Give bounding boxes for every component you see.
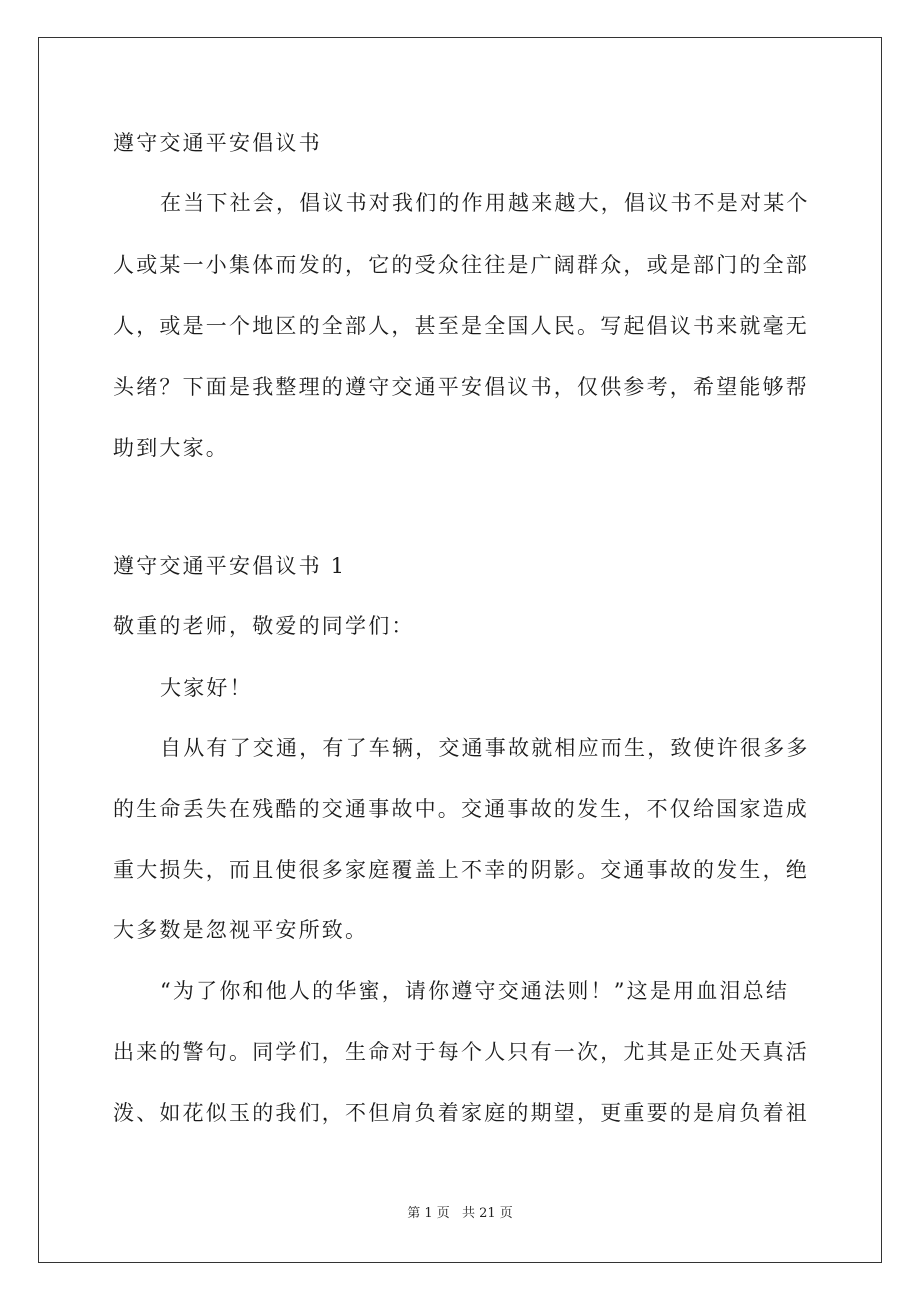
- intro-line-4: 头绪？下面是我整理的遵守交通平安倡议书，仅供参考，希望能够帮: [113, 375, 809, 399]
- greeting: 大家好！: [160, 676, 253, 700]
- intro-line-3: 人，或是一个地区的全部人，甚至是全国人民。写起倡议书来就毫无: [113, 314, 809, 338]
- salutation: 敬重的老师，敬爱的同学们：: [113, 614, 415, 638]
- total-pages: 共 21 页: [461, 1206, 513, 1221]
- paragraph1-line-3: 重大损失，而且使很多家庭覆盖上不幸的阴影。交通事故的发生，绝: [113, 858, 809, 882]
- paragraph2-line-3: 泼、如花似玉的我们，不但肩负着家庭的期望，更重要的是肩负着祖: [113, 1101, 809, 1125]
- intro-line-2: 人或某一小集体而发的，它的受众往往是广阔群众，或是部门的全部: [113, 253, 809, 277]
- section-title: 遵守交通平安倡议书 1: [113, 554, 347, 578]
- paragraph1-line-1: 自从有了交通，有了车辆，交通事故就相应而生，致使许很多多: [160, 736, 810, 760]
- paragraph2-line-2: 出来的警句。同学们，生命对于每个人只有一次，尤其是正处天真活: [113, 1040, 809, 1064]
- paragraph2-line-1: “为了你和他人的华蜜，请你遵守交通法则！”这是用血泪总结: [160, 979, 790, 1003]
- paragraph1-line-2: 的生命丢失在残酷的交通事故中。交通事故的发生，不仅给国家造成: [113, 797, 809, 821]
- intro-line-1: 在当下社会，倡议书对我们的作用越来越大，倡议书不是对某个: [160, 191, 810, 215]
- paragraph1-line-4: 大多数是忽视平安所致。: [113, 918, 369, 942]
- intro-line-5: 助到大家。: [113, 436, 229, 460]
- page-footer: [0, 1206, 920, 1222]
- document-title: 遵守交通平安倡议书: [113, 131, 322, 155]
- page-number: 第 1 页: [407, 1206, 450, 1221]
- page-frame: [38, 37, 882, 1263]
